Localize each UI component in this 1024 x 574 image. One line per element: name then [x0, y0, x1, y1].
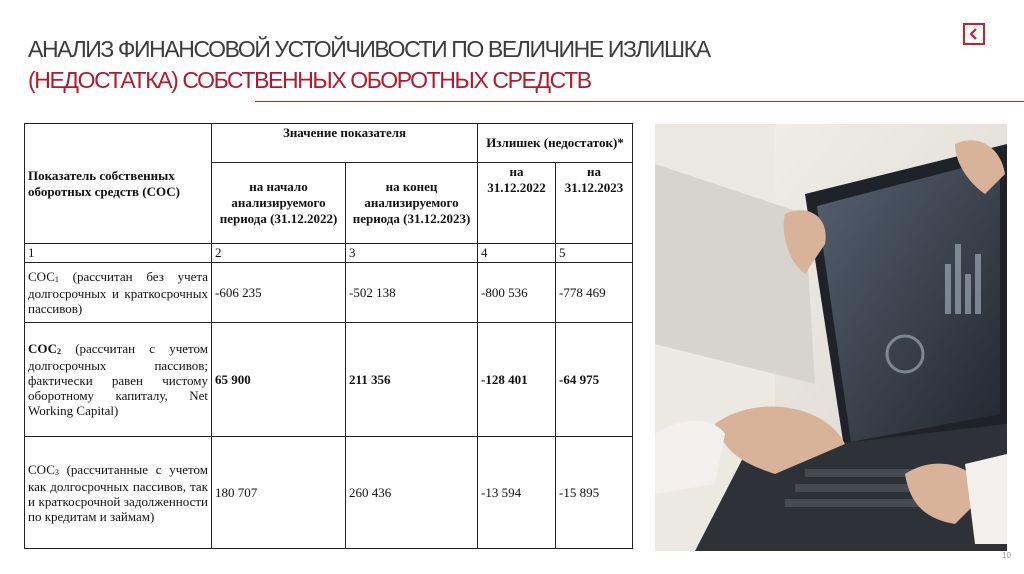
slide-title	[28, 34, 928, 96]
row-desc: (рассчитан без учета долгосрочных и краткосрочных пассивов)	[28, 269, 208, 316]
surplus-2022-cell: -800 536	[478, 263, 556, 323]
row-sub: 3	[54, 467, 59, 477]
table-row	[25, 263, 633, 323]
header-value-start: на начало анализируемого периода (31.12.2022)	[212, 163, 346, 244]
surplus-2023-cell: -15 895	[556, 437, 633, 549]
row-sub: 1	[54, 275, 59, 284]
row-sub: 2	[57, 347, 62, 356]
header-surplus-2023: на 31.12.2023	[556, 163, 633, 244]
row-name: СОС	[28, 269, 55, 284]
row-label	[25, 263, 212, 323]
surplus-2023-cell: -64 975	[556, 323, 633, 437]
row-label	[25, 437, 212, 549]
slide-title-line1: АНАЛИЗ ФИНАНСОВОЙ УСТОЙЧИВОСТИ ПО ВЕЛИЧИНЕ ИЗЛИШКА	[28, 36, 710, 62]
sleeve-left	[655, 421, 725, 494]
value-start-cell: -606 235	[212, 263, 346, 323]
header-surplus-group: Излишек (недостаток)*	[478, 124, 633, 163]
header-indicator: Показатель собственных оборотных средств (СОС)	[25, 124, 212, 244]
chevron-left-glyph	[968, 28, 980, 40]
colnum-cell: 3	[346, 244, 478, 263]
row-desc: (рассчитан с учетом долгосрочных пассивов; фактически равен чистому оборотному капиталу, Net Working Capital)	[28, 341, 208, 418]
value-end-cell: 260 436	[346, 437, 478, 549]
row-name: СОС	[28, 341, 58, 356]
business-people-laptop-photo	[655, 124, 1007, 551]
value-start-cell: 180 707	[212, 437, 346, 549]
page-number: 10	[1002, 551, 1011, 560]
table-colnum-row	[25, 244, 633, 263]
surplus-2022-cell: -13 594	[478, 437, 556, 549]
table-row	[25, 437, 633, 549]
table-header-row	[25, 124, 633, 163]
colnum-cell: 2	[212, 244, 346, 263]
header-value-group: Значение показателя	[212, 124, 478, 163]
header-value-end: на конец анализируемого периода (31.12.2023)	[346, 163, 478, 244]
row-name: СОС	[28, 461, 55, 477]
header-surplus-2022: на 31.12.2022	[478, 163, 556, 244]
value-end-cell: 211 356	[346, 323, 478, 437]
surplus-2023-cell: -778 469	[556, 263, 633, 323]
row-label	[25, 323, 212, 437]
slide-title-line2: (НЕДОСТАТКА) СОБСТВЕННЫХ ОБОРОТНЫХ СРЕДСТВ	[28, 67, 591, 93]
soс-analysis-table	[24, 123, 633, 549]
chevron-left-icon[interactable]	[963, 23, 985, 45]
table-row	[25, 323, 633, 437]
surplus-2022-cell: -128 401	[478, 323, 556, 437]
colnum-cell: 5	[556, 244, 633, 263]
row-desc: (рассчитанные с учетом как долгосрочных пассивов, так и краткосрочной задолженности по кредитам и займам)	[28, 461, 208, 524]
colnum-cell: 1	[25, 244, 212, 263]
title-divider	[255, 101, 1024, 102]
value-end-cell: -502 138	[346, 263, 478, 323]
value-start-cell: 65 900	[212, 323, 346, 437]
colnum-cell: 4	[478, 244, 556, 263]
